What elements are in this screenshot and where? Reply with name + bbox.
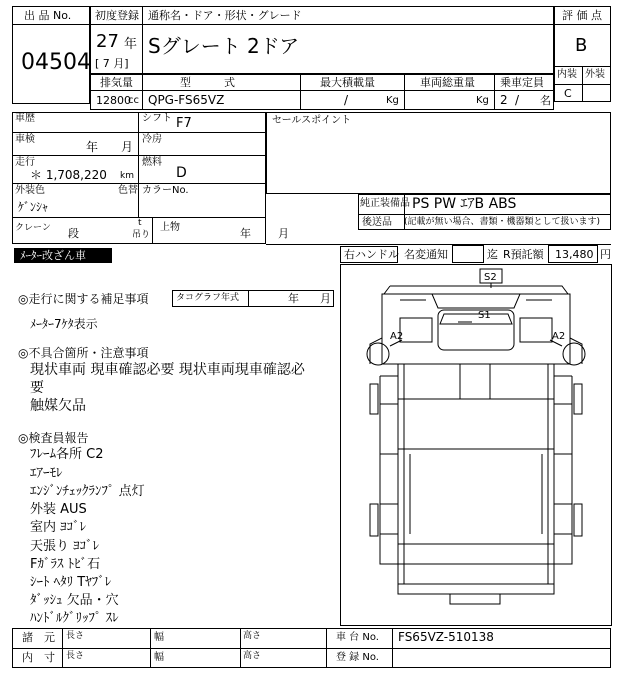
- max-load-slash: /: [344, 93, 349, 107]
- driving-note-line: ﾒｰﾀｰ7ｹﾀ表示: [30, 317, 98, 331]
- interior-grade-label: 内装: [557, 69, 577, 80]
- exterior-grade-label: 外装: [585, 69, 605, 80]
- inspector-line: ﾌﾚｰﾑ各所 C2: [30, 447, 104, 462]
- model-name-label: 通称名・ドア・形状・グレード: [148, 9, 302, 22]
- yen-unit: 円: [600, 248, 611, 261]
- inspector-report-title: ◎検査員報告: [18, 431, 89, 445]
- mileage-label: 走行: [15, 157, 35, 168]
- inspector-line: ﾊﾝﾄﾞﾙｸﾞﾘｯﾌﾟ ｽﾚ: [30, 611, 119, 626]
- upper-year-unit: 年: [240, 227, 251, 240]
- upper-month-unit: 月: [278, 227, 289, 240]
- chassis-no: FS65VZ-510138: [398, 630, 494, 644]
- defect-line: 要: [30, 380, 44, 396]
- deadline-suffix: 迄: [487, 248, 498, 261]
- right-hand-label: 右ハンドル: [344, 248, 399, 261]
- retrofit-label: 後送品: [362, 217, 392, 228]
- displacement-label: 排気量: [100, 76, 133, 89]
- inspection-month-unit: 月: [121, 140, 134, 154]
- ac-label: 冷房: [142, 134, 162, 145]
- color-change-label: 色替: [118, 185, 138, 196]
- fuel-value: D: [176, 165, 187, 181]
- capacity-value: 2: [500, 93, 508, 107]
- damage-mark-a2-right: A2: [552, 331, 566, 342]
- overall-grade: B: [575, 35, 588, 56]
- truck-diagram: [340, 264, 612, 626]
- capacity-unit: 名: [540, 94, 551, 107]
- deadline-box: [452, 245, 484, 263]
- meter-tampered-badge: ﾒｰﾀｰ改ざん車: [14, 248, 112, 263]
- inspector-line: ﾀﾞｯｼｭ 欠品・穴: [30, 593, 119, 608]
- color-label: 外装色: [15, 185, 45, 196]
- capacity-slash: /: [515, 93, 520, 107]
- tachograph-month-unit: 月: [320, 292, 331, 305]
- shift-label: シフト: [142, 113, 172, 124]
- inspector-line: 天張り ﾖｺﾞﾚ: [30, 539, 100, 554]
- lot-label: 出 品 No.: [24, 9, 72, 22]
- crane-ton-unit: t: [138, 218, 142, 228]
- cc-unit: cc: [128, 95, 139, 106]
- spec-height-label: 高さ: [243, 631, 262, 641]
- interior-size-label: 内 寸: [22, 651, 55, 664]
- max-load-label: 最大積載量: [320, 76, 375, 89]
- max-load-unit: Kg: [386, 95, 399, 106]
- tachograph-year-unit: 年: [288, 292, 299, 305]
- inspection-label: 車検: [15, 134, 35, 145]
- interior-width-label: 幅: [154, 652, 164, 663]
- displacement-value: 12800: [96, 94, 131, 107]
- first-registration-month: [ 7 月]: [95, 57, 129, 70]
- mileage-value: ＊ 1,708,220: [30, 168, 107, 182]
- gross-weight-label: 車両総重量: [420, 76, 475, 89]
- inspector-line: Fｶﾞﾗｽ ﾄﾋﾞ石: [30, 557, 101, 572]
- spec-label: 諸 元: [22, 631, 55, 644]
- recycle-deposit-value: 13,480: [555, 248, 594, 261]
- damage-mark-s2: S2: [484, 272, 497, 283]
- color-value: ｹﾞﾝｼｬ: [18, 200, 49, 214]
- inspector-line: ｼｰﾄ ﾍﾀﾘ Tﾔﾌﾞﾚ: [30, 575, 112, 590]
- lot-number: 04504: [21, 50, 91, 75]
- defect-line: 現状車両 現車確認必要 現状車両現車確認必: [30, 362, 305, 378]
- crane-label: クレーン: [15, 223, 51, 233]
- damage-mark-s1: S1: [478, 310, 491, 321]
- inspection-year-unit: 年: [86, 140, 99, 154]
- defect-line: 触媒欠品: [30, 398, 86, 414]
- chassis-no-label: 車 台 No.: [336, 632, 379, 643]
- year-unit: 年: [124, 37, 138, 52]
- first-registration-label: 初度登録: [95, 9, 139, 22]
- driving-notes-title: ◎走行に関する補足事項: [18, 292, 149, 306]
- color-code-label: カラーNo.: [142, 185, 189, 196]
- damage-mark-a2-left: A2: [390, 331, 404, 342]
- inspector-line: 外装 AUS: [30, 502, 87, 517]
- tachograph-label: タコグラフ年式: [176, 293, 240, 303]
- grade-label: 評 価 点: [562, 9, 602, 22]
- inspector-line: 室内 ﾖｺﾞﾚ: [30, 520, 87, 535]
- name-change-label: 名変通知: [404, 248, 448, 261]
- model-code-label: 型 式: [180, 76, 235, 89]
- interior-height-label: 高さ: [243, 651, 262, 661]
- upper-body-label: 上物: [160, 222, 180, 233]
- equipment-label: 純正装備品: [360, 198, 410, 209]
- spec-width-label: 幅: [154, 632, 164, 643]
- interior-length-label: 長さ: [66, 651, 85, 661]
- history-label: 車歴: [15, 113, 35, 124]
- model-code: QPG-FS65VZ: [148, 93, 225, 107]
- gross-weight-unit: Kg: [476, 95, 489, 106]
- mileage-unit: km: [120, 171, 134, 181]
- equipment-value: PS PW ｴｱB ABS: [412, 196, 517, 212]
- registration-no-label: 登 録 No.: [336, 652, 379, 663]
- recycle-deposit-label: R預託額: [503, 248, 544, 261]
- interior-grade: C: [564, 87, 572, 100]
- first-registration-year: 27: [96, 31, 119, 52]
- spec-length-label: 長さ: [66, 631, 85, 641]
- crane-stage-unit: 段: [68, 227, 79, 240]
- shift-value: F7: [176, 116, 192, 131]
- crane-lift-unit: 吊り: [132, 230, 151, 240]
- capacity-label: 乗車定員: [500, 76, 544, 89]
- retrofit-note: (記載が無い場合、書類・機器類として扱います): [404, 217, 601, 227]
- inspector-line: ｴﾝｼﾞﾝﾁｪｯｸﾗﾝﾌﾟ 点灯: [30, 484, 145, 499]
- defects-title: ◎不具合箇所・注意事項: [18, 346, 149, 360]
- inspector-line: ｴｱｰﾓﾚ: [30, 466, 63, 481]
- sales-point-label: セールスポイント: [272, 115, 352, 126]
- model-name: Sグレート 2ドア: [148, 34, 300, 58]
- fuel-label: 燃料: [142, 157, 162, 168]
